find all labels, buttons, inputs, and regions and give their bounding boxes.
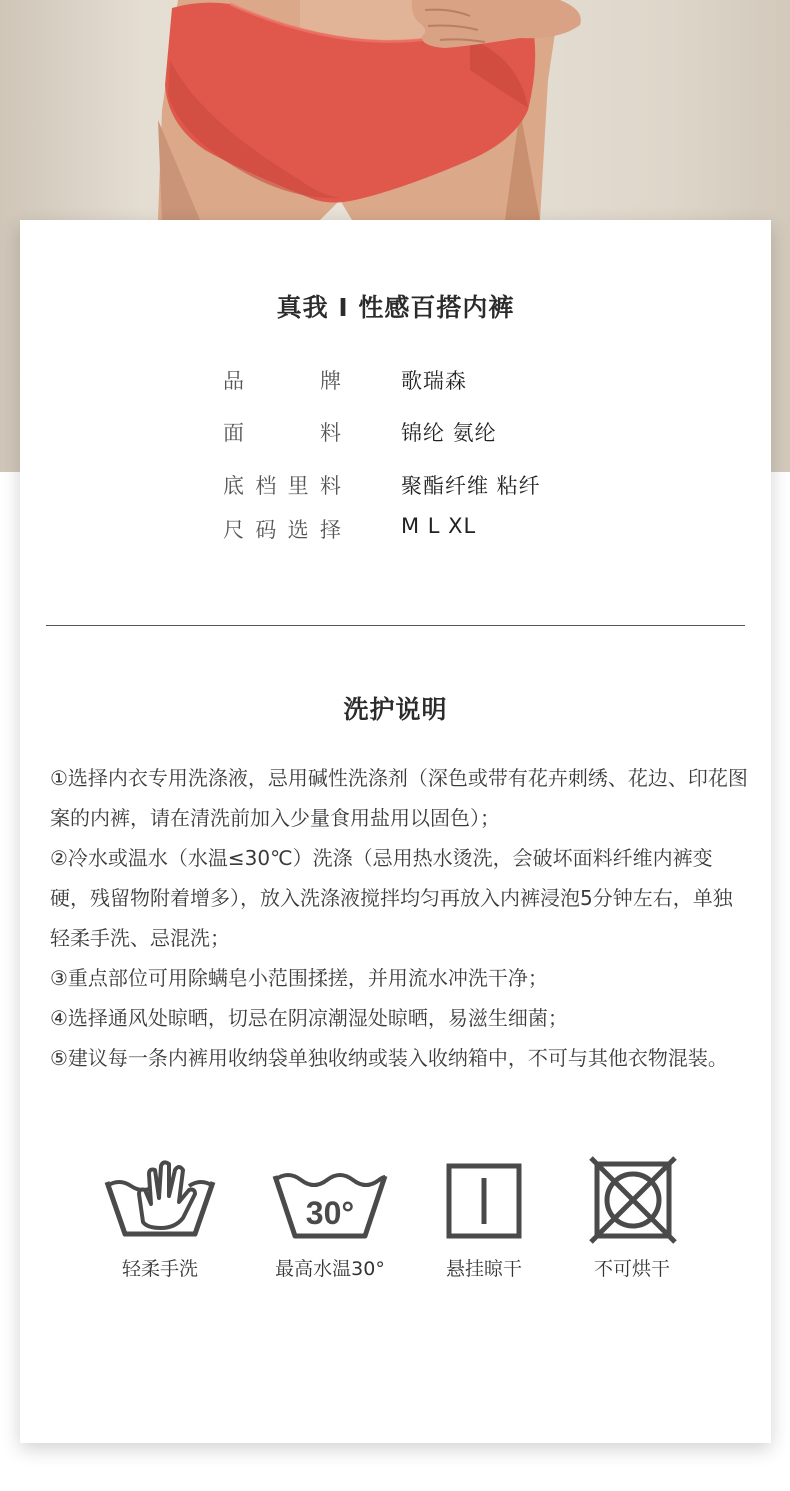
care-item-wash-30	[255, 1144, 405, 1284]
spec-label: 底档里料	[223, 474, 341, 498]
care-item-hand-wash	[85, 1144, 235, 1284]
wash-title: 洗护说明	[343, 695, 448, 724]
wash-instructions	[50, 758, 750, 1078]
spec-label: 品牌	[223, 369, 341, 393]
spec-value: 锦纶 氨纶	[401, 421, 497, 445]
wash-30-icon	[255, 1144, 405, 1244]
care-item-no-tumble-dry	[557, 1144, 707, 1284]
spec-label: 尺码选择	[223, 518, 341, 542]
section-divider	[46, 625, 745, 626]
spec-value: M L XL	[401, 514, 477, 538]
care-label: 悬挂晾干	[445, 1258, 522, 1280]
no-tumble-dry-icon	[557, 1144, 707, 1244]
wash-instruction-item: ②冷水或温水（水温≤30℃）洗涤（忌用热水烫洗，会破坏面料纤维内裤变硬，残留物附着增多），放入洗涤液搅拌均匀再放入内裤浸泡5分钟左右，单独轻柔手洗、忌混洗；	[50, 846, 733, 950]
wash-temp-text: 30°	[305, 1195, 355, 1231]
care-item-line-dry	[409, 1144, 559, 1284]
wash-instruction-item: ③重点部位可用除螨皂小范围揉搓，并用流水冲洗干净；	[50, 966, 548, 990]
product-info-card	[20, 220, 771, 1443]
wash-instruction-item: ⑤建议每一条内裤用收纳袋单独收纳或装入收纳箱中，不可与其他衣物混装。	[50, 1046, 728, 1070]
spec-value: 歌瑞森	[401, 369, 467, 393]
spec-label: 面料	[223, 421, 341, 445]
care-label: 不可烘干	[593, 1258, 670, 1280]
wash-instruction-item: ①选择内衣专用洗涤液，忌用碱性洗涤剂（深色或带有花卉刺绣、花边、印花图案的内裤，请在清洗前加入少量食用盐用以固色）；	[50, 766, 748, 830]
care-label: 轻柔手洗	[121, 1258, 198, 1280]
line-dry-icon	[409, 1144, 559, 1244]
care-label: 最高水温30°	[275, 1258, 385, 1280]
hand-wash-icon	[85, 1144, 235, 1244]
spec-value: 聚酯纤维 粘纤	[401, 474, 541, 498]
wash-instruction-item: ④选择通风处晾晒，切忌在阴凉潮湿处晾晒，易滋生细菌；	[50, 1006, 568, 1030]
product-title: 真我 I 性感百搭内裤	[276, 293, 515, 322]
